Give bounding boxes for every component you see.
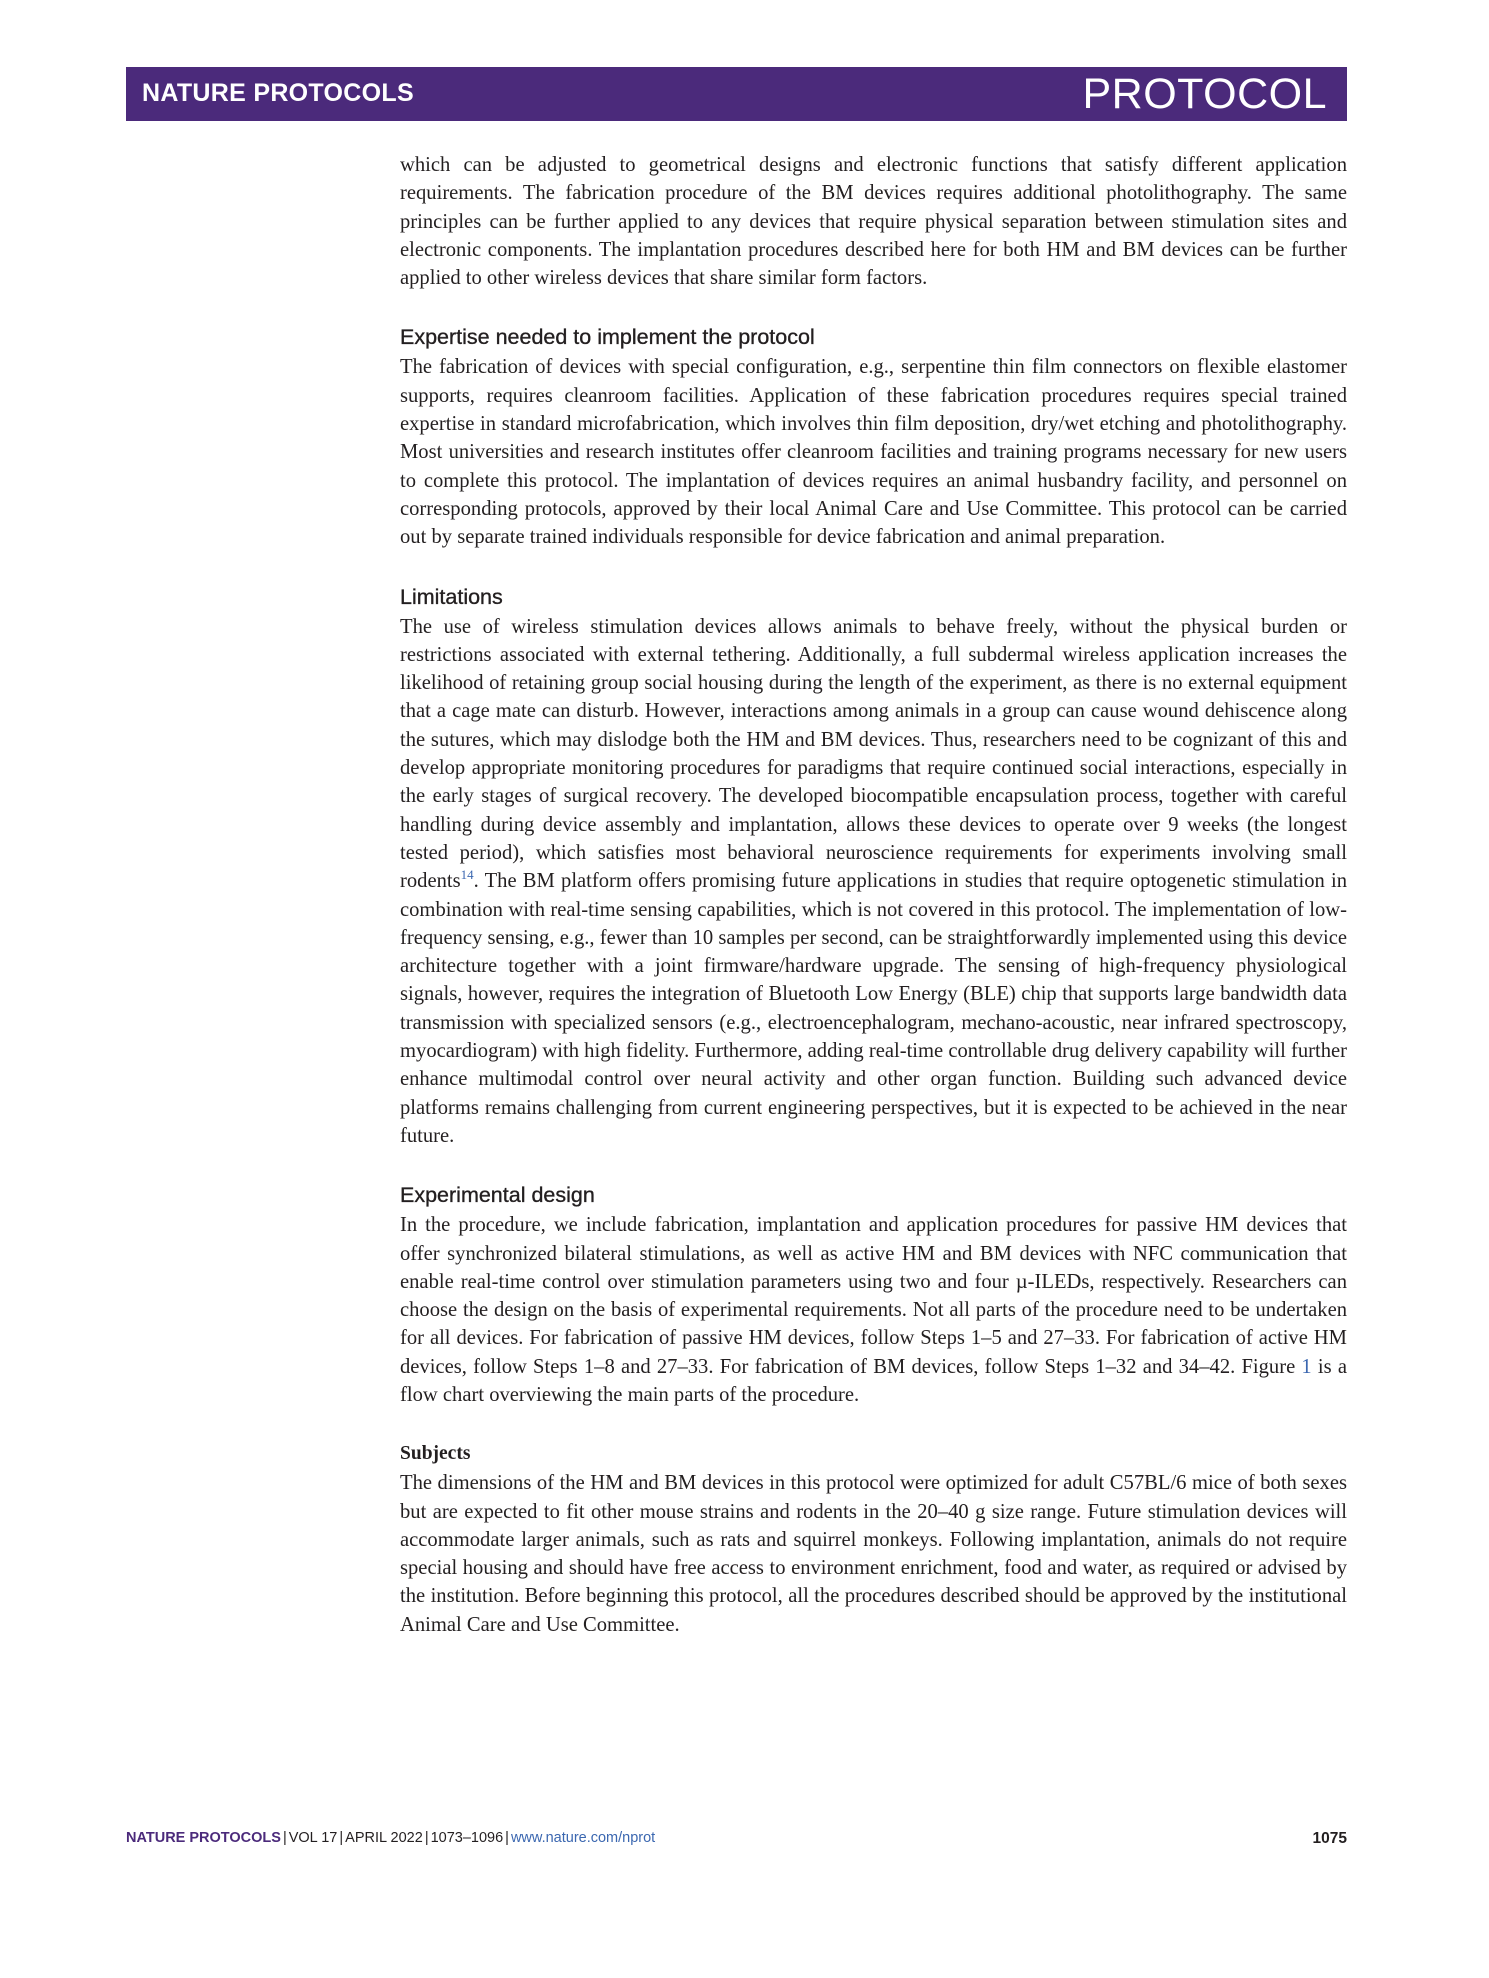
intro-paragraph: which can be adjusted to geometrical designs and electronic functions that satisfy different application requirements. The fabrication procedure of the BM devices requires additional photolithography. The same principles can be further applied to any devices that require physical separation between stimulation sites and electronic components. The implantation procedures described here for both HM and BM devices can be further applied to other wireless devices that share similar form factors. bbox=[400, 154, 1347, 290]
experimental-design-heading: Experimental design bbox=[400, 1183, 595, 1208]
limitations-text-part-2: . The BM platform offers promising future applications in studies that require optogenetic stimulation in combination with real-time sensing capabilities, which is not covered in this protocol. The implementation of low-frequency sensing, e.g., fewer than 10 samples per second, can be straightforwardly implemented using this device architecture together with a joint firmware/hardware upgrade. The sensing of high-frequency physiological signals, however, requires the integration of Bluetooth Low Energy (BLE) chip that supports large bandwidth data transmission with specialized sensors (e.g., electroencephalogram, mechano-acoustic, near infrared spectroscopy, myocardiogram) with high fidelity. Furthermore, adding real-time controllable drug delivery capability will further enhance multimodal control over neural activity and other organ function. Building such advanced device platforms remains challenging from current engineering perspectives, but it is expected to be achieved in the near future. bbox=[400, 870, 1347, 1147]
expertise-heading: Expertise needed to implement the protocol bbox=[400, 325, 815, 350]
journal-header-bar bbox=[126, 67, 1347, 121]
article-type: PROTOCOL bbox=[1082, 70, 1327, 118]
footer-separator: | bbox=[282, 1830, 287, 1846]
limitations-text-part-1: The use of wireless stimulation devices allows animals to behave freely, without the physical burden or restrictions associated with external tethering. Additionally, a full subdermal wireless application increases the likelihood of retaining group social housing during the length of the experiment, as there is no external equipment that a cage mate can disturb. However, interactions among animals in a group can cause wound dehiscence along the sutures, which may dislodge both the HM and BM devices. Thus, researchers need to be cognizant of this and develop appropriate monitoring procedures for paradigms that require continued social interactions, especially in the early stages of surgical recovery. The developed biocompatible encapsulation process, together with careful handling during device assembly and implantation, allows these devices to operate over 9 weeks (the longest tested period), which satisfies most behavioral neuroscience requirements for experiments involving small rodents bbox=[400, 615, 1347, 893]
page-footer bbox=[126, 1830, 1347, 1854]
footer-volume: VOL 17 bbox=[288, 1830, 338, 1846]
limitations-heading: Limitations bbox=[400, 584, 503, 609]
subjects-heading: Subjects bbox=[400, 1443, 471, 1465]
experimental-design-text-part-1: In the procedure, we include fabrication, implantation and application procedures for passive HM devices that offer synchronized bilateral stimulations, as well as active HM and BM devices with NFC communication that enable real-time control over stimulation parameters using two and four µ-ILEDs, respectively. Researchers can choose the design on the basis of experimental requirements. Not all parts of the procedure need to be undertaken for all devices. For fabrication of passive HM devices, follow Steps 1–5 and 27–33. For fabrication of active HM devices, follow Steps 1–8 and 27–33. For fabrication of BM devices, follow Steps 1–32 and 34–42. Figure bbox=[400, 1214, 1347, 1378]
experimental-design-paragraph bbox=[400, 1211, 1347, 1409]
subjects-paragraph: The dimensions of the HM and BM devices in this protocol were optimized for adult C57BL/6 mice of both sexes but are expected to fit other mouse strains and rodents in the 20–40 g size range. Future stimulation devices will accommodate larger animals, such as rats and squirrel monkeys. Following implantation, animals do not require special housing and should have free access to environment enrichment, food and water, as required or advised by the institution. Before beginning this protocol, all the procedures described should be approved by the institutional Animal Care and Use Committee. bbox=[400, 1472, 1347, 1636]
experimental-design-text-part-2: is a flow chart overviewing the main parts of the procedure. bbox=[400, 1355, 1347, 1406]
limitations-paragraph bbox=[400, 613, 1347, 1151]
footer-journal: NATURE PROTOCOLS bbox=[126, 1830, 281, 1846]
page-number: 1075 bbox=[1312, 1830, 1347, 1847]
footer-url-link[interactable]: www.nature.com/nprot bbox=[510, 1830, 656, 1846]
figure-link[interactable]: 1 bbox=[1301, 1355, 1312, 1378]
footer-pages: 1073–1096 bbox=[430, 1830, 504, 1846]
footer-separator: | bbox=[339, 1830, 344, 1846]
expertise-paragraph: The fabrication of devices with special configuration, e.g., serpentine thin film connectors on flexible elastomer supports, requires cleanroom facilities. Application of these fabrication procedures requires special trained expertise in standard microfabrication, which involves thin film deposition, dry/wet etching and photolithography. Most universities and research institutes offer cleanroom facilities and training programs necessary for new users to complete this protocol. The implantation of devices requires an animal husbandry facility, and personnel on corresponding protocols, approved by their local Animal Care and Use Committee. This protocol can be carried out by separate trained individuals responsible for device fabrication and animal preparation. bbox=[400, 356, 1347, 549]
footer-separator: | bbox=[424, 1830, 429, 1846]
article-body bbox=[400, 151, 1347, 1639]
footer-separator: | bbox=[505, 1830, 509, 1846]
footer-date: APRIL 2022 bbox=[345, 1830, 423, 1846]
journal-name: NATURE PROTOCOLS bbox=[142, 79, 414, 107]
reference-link[interactable]: 14 bbox=[460, 867, 474, 883]
